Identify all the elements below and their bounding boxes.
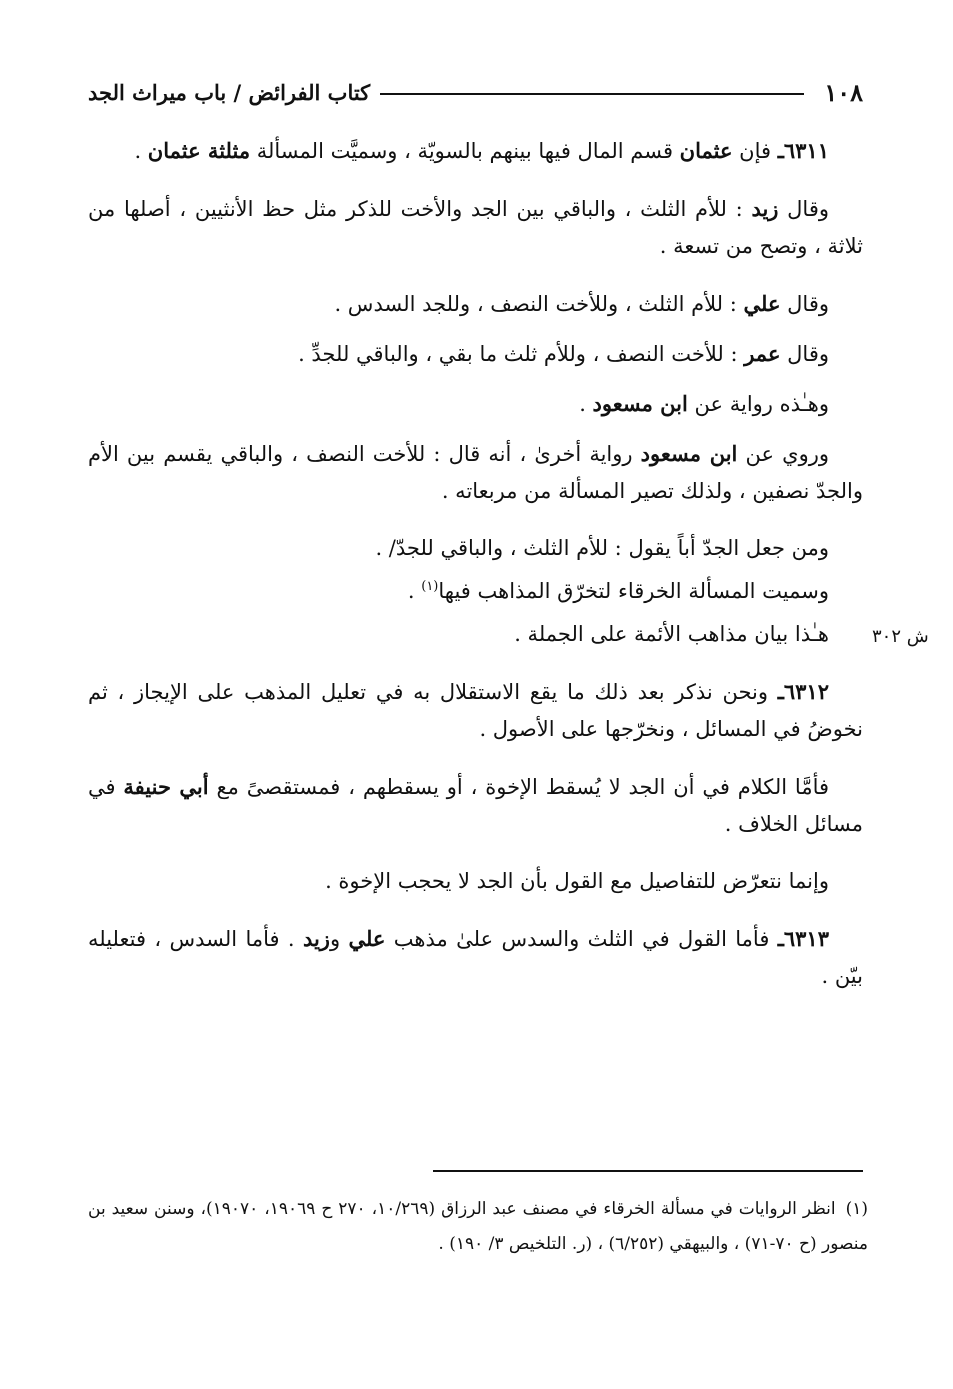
running-title: كتاب الفرائض / باب ميراث الجد — [88, 79, 371, 105]
footnote — [88, 1192, 868, 1262]
footnote-marker: (١) — [845, 1199, 869, 1219]
text: و — [329, 927, 349, 951]
text: فأما القول في الثلث والسدس علىٰ مذهب — [385, 927, 778, 951]
text: : للأم الثلث ، والباقي بين الجد والأخت للذكر مثل حظ الأنثيين ، أصلها من ثلاثة ، وتصح من تسعة . — [88, 197, 863, 258]
footnote-ref[interactable]: (١) — [421, 579, 439, 594]
name-emphasis: زيد — [751, 196, 779, 221]
text: ونحن نذكر بعد ذلك ما يقع الاستقلال به في تعليل المذهب على الإيجاز ، ثم نخوضُ في المسائل ، ونخرّجها على الأصول . — [88, 680, 863, 741]
name-emphasis: علي — [743, 291, 781, 316]
name-emphasis: ابن مسعود — [640, 441, 738, 466]
text: رواية أخرىٰ ، أنه قال : للأخت النصف ، والباقي يقسم بين الأم والجدّ نصفين ، ولذلك تصير المسألة من مربعاته . — [88, 442, 863, 503]
text: وهـٰذه رواية عن — [687, 392, 829, 416]
name-emphasis: ابن مسعود — [592, 391, 688, 416]
paragraph-ibn-masud-1 — [88, 385, 863, 423]
text: في مسائل الخلاف . — [88, 775, 863, 836]
paragraph-6311 — [88, 132, 863, 170]
paragraph-abu-hanifa — [88, 768, 863, 843]
paragraph-number: ٦٣١١ـ — [777, 138, 829, 163]
paragraph-summary: هـٰذا بيان مذاهب الأئمة على الجملة . — [514, 622, 829, 646]
paragraph-ali — [88, 285, 863, 323]
paragraph-kharqa — [88, 573, 863, 610]
text: . — [579, 392, 593, 416]
text: وروي عن — [737, 442, 829, 466]
page-number: ١٠٨ — [824, 77, 863, 107]
text: . — [134, 139, 148, 163]
paragraph-zayd — [88, 190, 863, 265]
name-emphasis: عمر — [744, 341, 781, 366]
footnote-separator — [433, 1170, 863, 1172]
name-emphasis: عثمان — [679, 138, 733, 163]
main-text — [88, 132, 863, 1015]
name-emphasis: زيد — [302, 926, 330, 951]
text: : للأخت النصف ، وللأم ثلث ما بقي ، والباقي للجدِّ . — [298, 342, 745, 366]
running-header — [88, 72, 863, 112]
margin-page-reference: ش ٣٠٢ — [872, 626, 929, 647]
text: وقال — [780, 292, 829, 316]
name-emphasis: علي — [348, 926, 386, 951]
paragraph-6312 — [88, 673, 863, 748]
footnote-text: انظر الروايات في مسألة الخرقاء في مصنف عبد الرزاق (١٠/٢٦٩، ٢٧٠ ح ١٩٠٦٩، ١٩٠٧٠)، وسنن سعيد بن منصور (ح ٧٠-٧١) ، والبيهقي (٦/٢٥٢) ، (ر. التلخيص ٣/ ١٩٠) . — [88, 1199, 868, 1254]
name-emphasis: أبي حنيفة — [123, 774, 209, 799]
text: فإن — [732, 139, 778, 163]
text: وقال — [780, 342, 829, 366]
paragraph-ibn-masud-2 — [88, 435, 863, 510]
text: قسم المال فيها بينهم بالسويّة ، وسميَّت المسألة — [250, 139, 680, 163]
text: وسميت المسألة الخرقاء لتخرّق المذاهب فيها — [438, 579, 829, 603]
paragraph-number: ٦٣١٢ـ — [777, 679, 829, 704]
text: فأمَّا الكلام في أن الجد لا يُسقط الإخوة ، أو يسقطهم ، فمستقصىً مع — [208, 775, 830, 799]
paragraph-umar — [88, 335, 863, 373]
header-rule — [380, 93, 804, 95]
term-emphasis: مثلثة عثمان — [147, 138, 251, 163]
paragraph-6313 — [88, 920, 863, 995]
text: . فأما السدس ، فتعليله بيّن . — [88, 927, 863, 988]
paragraph-grandfather-as-father: ومن جعل الجدّ أباً يقول : للأم الثلث ، والباقي للجدّ/ . — [375, 536, 829, 560]
text: . — [407, 579, 422, 603]
paragraph-details: وإنما نتعرّض للتفاصيل مع القول بأن الجد لا يحجب الإخوة . — [325, 869, 829, 893]
text: وقال — [778, 197, 829, 221]
paragraph-number: ٦٣١٣ـ — [777, 926, 829, 951]
text: : للأم الثلث ، وللأخت النصف ، وللجد السدس . — [334, 292, 744, 316]
